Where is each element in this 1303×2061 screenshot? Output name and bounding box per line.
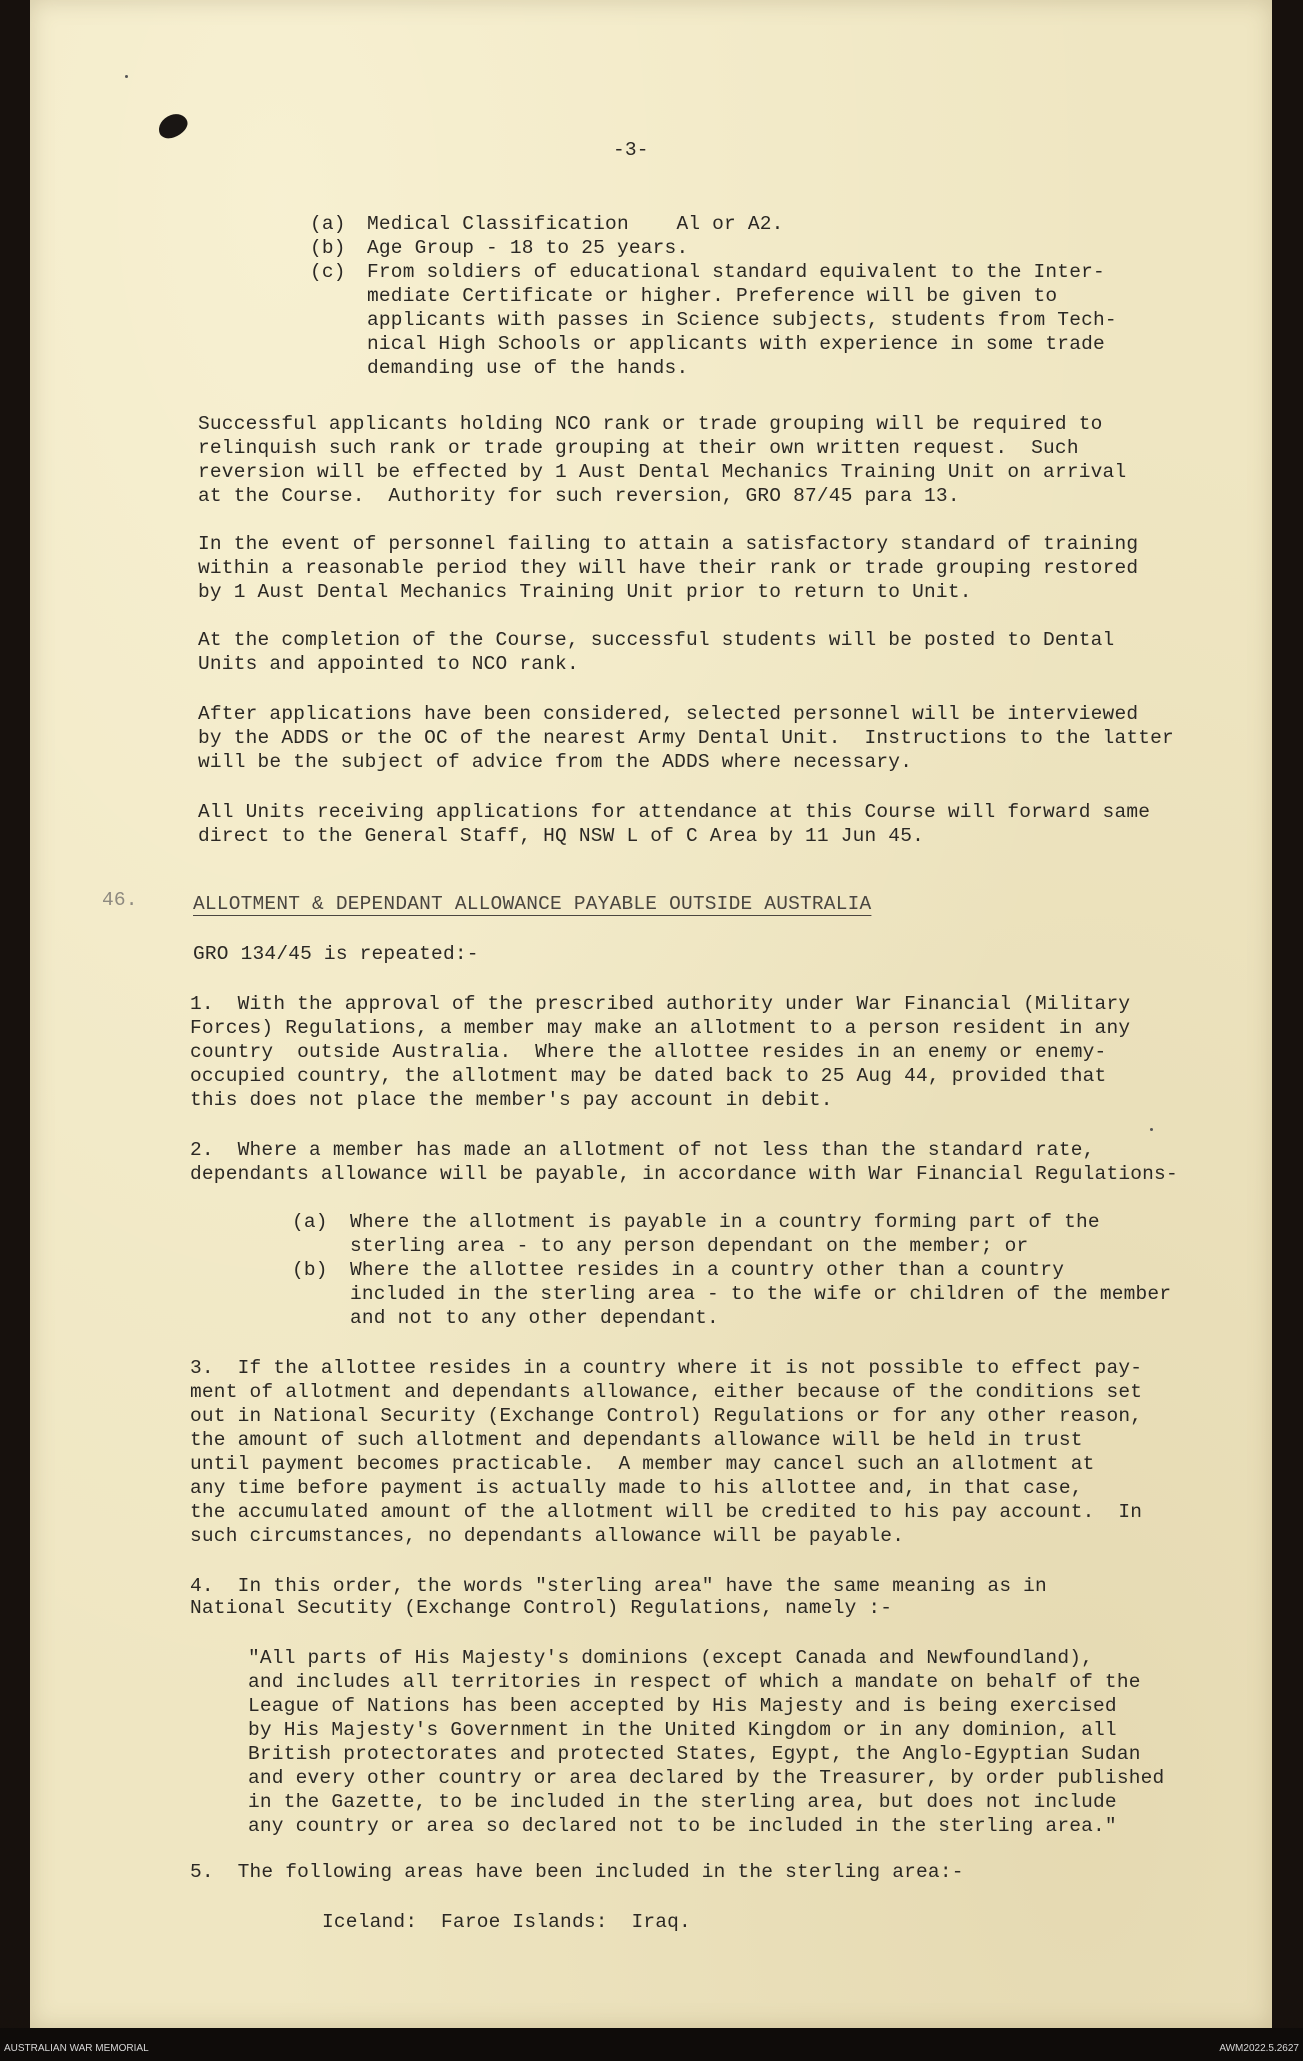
paragraph-line: the accumulated amount of the allotment will be credited to his pay account. In — [190, 1501, 1143, 1523]
sub-item-text: sterling area - to any person dependant on the member; or — [350, 1235, 1029, 1257]
quote-line: and every other country or area declared by the Treasurer, by order published — [248, 1767, 1165, 1789]
paragraph-line: at the Course. Authority for such reversion, GRO 87/45 para 13. — [198, 485, 960, 507]
paragraph-line: by 1 Aust Dental Mechanics Training Unit prior to return to Unit. — [198, 581, 972, 603]
quote-line: by His Majesty's Government in the United Kingdom or in any dominion, all — [248, 1719, 1117, 1741]
archive-footer — [0, 2028, 1303, 2061]
sub-item-text: included in the sterling area - to the wife or children of the member — [350, 1283, 1172, 1305]
paragraph-line: the amount of such allotment and dependants allowance will be held in trust — [190, 1429, 1083, 1451]
paragraph-line: 1. With the approval of the prescribed authority under War Financial (Military — [190, 993, 1131, 1015]
paragraph-line: Units and appointed to NCO rank. — [198, 653, 579, 675]
paragraph-line: by the ADDS or the OC of the nearest Army Dental Unit. Instructions to the latter — [198, 727, 1174, 749]
criteria-text: Medical Classification Al or A2. — [367, 213, 784, 235]
paper-speck — [1150, 1128, 1153, 1131]
paragraph-line: relinquish such rank or trade grouping at their own written request. Such — [198, 437, 1079, 459]
paragraph-line: At the completion of the Course, successful students will be posted to Dental — [198, 629, 1115, 651]
paragraph-line: ment of allotment and dependants allowance, either because of the conditions set — [190, 1381, 1143, 1403]
paragraph-line: country outside Australia. Where the allottee resides in an enemy or enemy- — [190, 1041, 1107, 1063]
quote-line: "All parts of His Majesty's dominions (except Canada and Newfoundland), — [248, 1647, 1094, 1669]
paragraph-line: occupied country, the allotment may be dated back to 25 Aug 44, provided that — [190, 1065, 1107, 1087]
paragraph-line: will be the subject of advice from the ADDS where necessary. — [198, 751, 913, 773]
paragraph-line: After applications have been considered, selected personnel will be interviewed — [198, 703, 1139, 725]
paragraph-line: out in National Security (Exchange Control) Regulations or for any other reason, — [190, 1405, 1143, 1427]
paragraph-line: 5. The following areas have been included in the sterling area:- — [190, 1861, 964, 1883]
criteria-text: nical High Schools or applicants with experience in some trade — [367, 333, 1105, 355]
criteria-label: (b) — [310, 237, 346, 259]
paragraph-line: reversion will be effected by 1 Aust Dental Mechanics Training Unit on arrival — [198, 461, 1127, 483]
paragraph-line: National Secutity (Exchange Control) Regulations, namely :- — [190, 1597, 893, 1619]
criteria-label: (c) — [310, 261, 346, 283]
paragraph-line: such circumstances, no dependants allowance will be payable. — [190, 1525, 905, 1547]
sub-item-text: and not to any other dependant. — [350, 1307, 719, 1329]
paragraph-line: 2. Where a member has made an allotment of not less than the standard rate, — [190, 1139, 1095, 1161]
criteria-text: mediate Certificate or higher. Preference will be given to — [367, 285, 1058, 307]
document-page — [30, 0, 1272, 2028]
quote-line: in the Gazette, to be included in the sterling area, but does not include — [248, 1791, 1117, 1813]
paragraph-line: until payment becomes practicable. A member may cancel such an allotment at — [190, 1453, 1095, 1475]
criteria-label: (a) — [310, 213, 346, 235]
criteria-text: applicants with passes in Science subjects, students from Tech- — [367, 309, 1117, 331]
footer-reference: AWM2022.5.2627 — [1219, 2043, 1299, 2054]
ink-blot-mark — [155, 111, 191, 142]
footer-institution: AUSTRALIAN WAR MEMORIAL — [4, 2043, 149, 2054]
section-number: 46. — [102, 889, 138, 911]
criteria-text: demanding use of the hands. — [367, 357, 689, 379]
page-number: -3- — [613, 139, 649, 161]
area-list: Iceland: Faroe Islands: Iraq. — [322, 1911, 691, 1933]
gro-reference: GRO 134/45 is repeated:- — [193, 943, 479, 965]
criteria-text: From soldiers of educational standard equivalent to the Inter- — [367, 261, 1105, 283]
paragraph-line: any time before payment is actually made to his allottee and, in that case, — [190, 1477, 1083, 1499]
section-heading: ALLOTMENT & DEPENDANT ALLOWANCE PAYABLE OUTSIDE AUSTRALIA — [193, 893, 872, 915]
paragraph-line: All Units receiving applications for attendance at this Course will forward same — [198, 801, 1151, 823]
quote-line: and includes all territories in respect of which a mandate on behalf of the — [248, 1671, 1141, 1693]
criteria-text: Age Group - 18 to 25 years. — [367, 237, 689, 259]
paper-speck — [125, 75, 128, 78]
paragraph-line: In the event of personnel failing to attain a satisfactory standard of training — [198, 533, 1139, 555]
paragraph-line: within a reasonable period they will have their rank or trade grouping restored — [198, 557, 1139, 579]
sub-item-text: Where the allotment is payable in a country forming part of the — [350, 1211, 1100, 1233]
quote-line: British protectorates and protected States, Egypt, the Anglo-Egyptian Sudan — [248, 1743, 1141, 1765]
paragraph-line: dependants allowance will be payable, in accordance with War Financial Regulations- — [190, 1163, 1178, 1185]
paragraph-line: 3. If the allottee resides in a country where it is not possible to effect pay- — [190, 1357, 1143, 1379]
paragraph-line: direct to the General Staff, HQ NSW L of C Area by 11 Jun 45. — [198, 825, 925, 847]
sub-item-text: Where the allottee resides in a country other than a country — [350, 1259, 1065, 1281]
sub-item-label: (b) — [292, 1259, 328, 1281]
paragraph-line: Successful applicants holding NCO rank or trade grouping will be required to — [198, 413, 1103, 435]
quote-line: League of Nations has been accepted by His Majesty and is being exercised — [248, 1695, 1117, 1717]
paragraph-line: 4. In this order, the words "sterling area" have the same meaning as in — [190, 1575, 1047, 1597]
paragraph-line: Forces) Regulations, a member may make an allotment to a person resident in any — [190, 1017, 1131, 1039]
sub-item-label: (a) — [292, 1211, 328, 1233]
quote-line: any country or area so declared not to be included in the sterling area." — [248, 1815, 1117, 1837]
paragraph-line: this does not place the member's pay account in debit. — [190, 1089, 833, 1111]
